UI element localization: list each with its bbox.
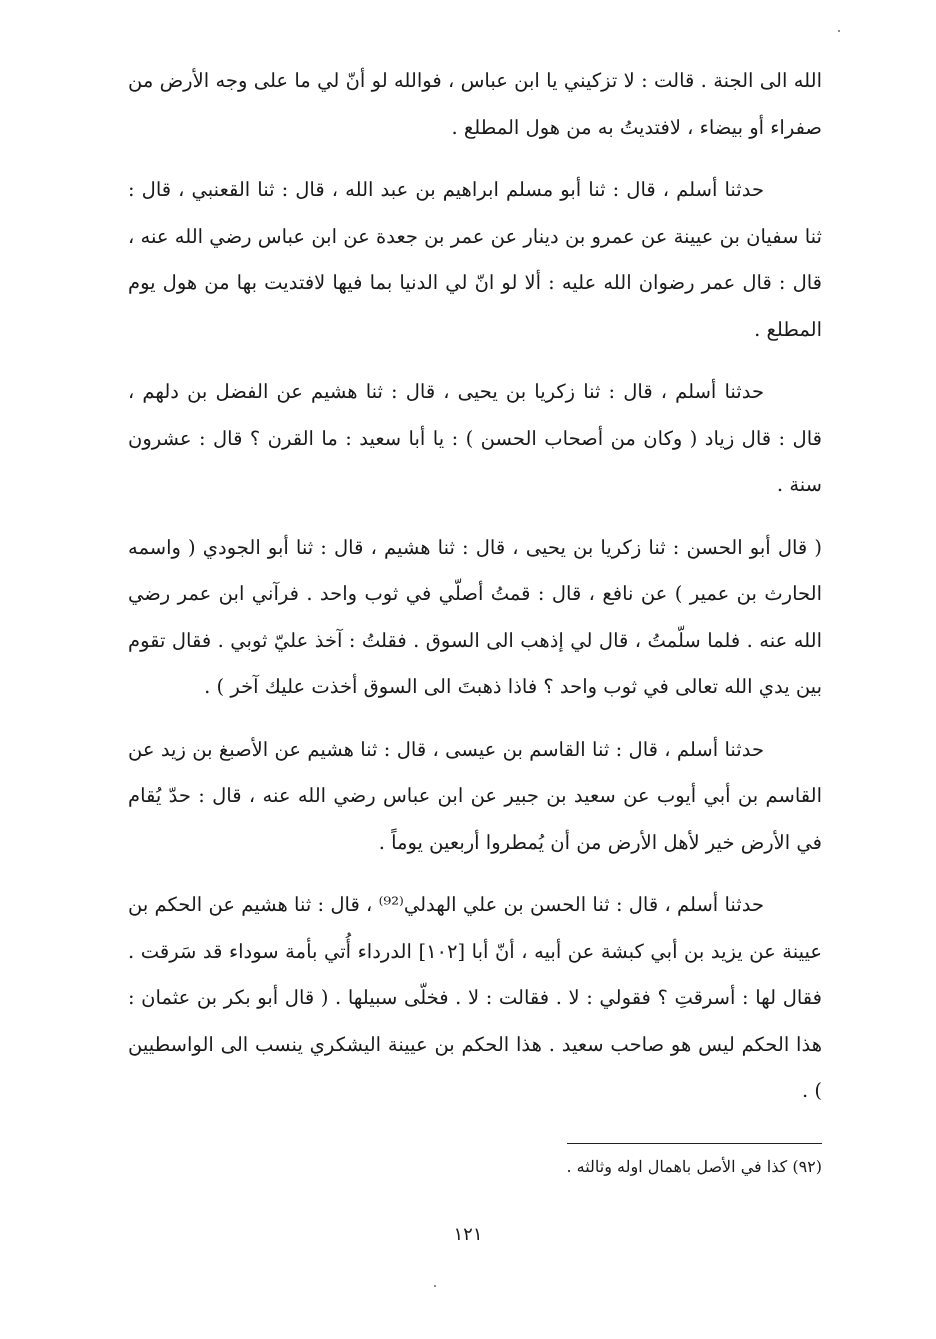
scan-speck [434, 1285, 436, 1287]
paragraph: الله الى الجنة . قالت : لا تزكيني يا ابن عباس ، فوالله لو أنّ لي ما على وجه الأرض من صفراء أو بيضاء ، لافتديتُ به من هول المطلع . [128, 69, 822, 139]
paragraph: حدثنا أسلم ، قال : ثنا أبو مسلم ابراهيم بن عبد الله ، قال : ثنا القعنبي ، قال : ثنا سفيان بن عيينة عن عمرو بن دينار عن عمر بن جعدة عن ابن عباس رضي الله عنه ، قال : قال عمر رضوان الله عليه : ألا لو انّ لي الدنيا بما فيها لافتديت بها من هول يوم المطلع . [128, 178, 822, 341]
footnote-divider [567, 1143, 822, 1144]
paragraph: ( قال أبو الحسن : ثنا زكريا بن يحيى ، قال : ثنا هشيم ، قال : ثنا أبو الجودي ( واسمه الحارث بن عمير ) عن نافع ، قال : قمتُ أصلّي في ثوب واحد . فرآني ابن عمر رضي الله عنه . فلما سلّمتُ ، قال لي إذهب الى السوق . فقلتُ : آخذ عليّ ثوبي . فقال تقوم بين يدي الله تعالى في ثوب واحد ؟ فاذا ذهبتَ الى السوق أخذت عليك آخر ) . [128, 535, 822, 698]
paragraph: حدثنا أسلم ، قال : ثنا القاسم بن عيسى ، قال : ثنا هشيم عن الأصبغ بن زيد عن القاسم بن أبي أيوب عن سعيد بن جبير عن ابن عباس رضي الله عنه ، قال : حدّ يُقام في الأرض خير لأهل الأرض من أن يُمطروا أربعين يوماً . [128, 737, 822, 854]
footnote: (٩٢) كذا في الأصل باهمال اوله وثالثه . [566, 1157, 822, 1176]
page-number: ١٢١ [453, 1224, 483, 1245]
paragraph: حدثنا أسلم ، قال : ثنا زكريا بن يحيى ، قال : ثنا هشيم عن الفضل بن دلهم ، قال : قال زياد ( وكان من أصحاب الحسن ) : يا أبا سعيد : ما القرن ؟ قال : عشرون سنة . [128, 380, 822, 496]
main-text [128, 58, 822, 1131]
scan-speck [838, 30, 840, 32]
paragraph: حدثنا أسلم ، قال : ثنا الحسن بن علي الهدلي⁽⁹²⁾ ، قال : ثنا هشيم عن الحكم بن عيينة عن يزيد بن أبي كبشة عن أبيه ، أنّ أبا [١٠٢] الدرداء أُتي بأمة سوداء قد سَرقت . فقال لها : أسرقتِ ؟ فقولي : لا . فقالت : لا . فخلّى سبيلها . ( قال أبو بكر بن عثمان : هذا الحكم ليس هو صاحب سعيد . هذا الحكم بن عيينة اليشكري ينسب الى الواسطيين ) . [128, 893, 822, 1102]
